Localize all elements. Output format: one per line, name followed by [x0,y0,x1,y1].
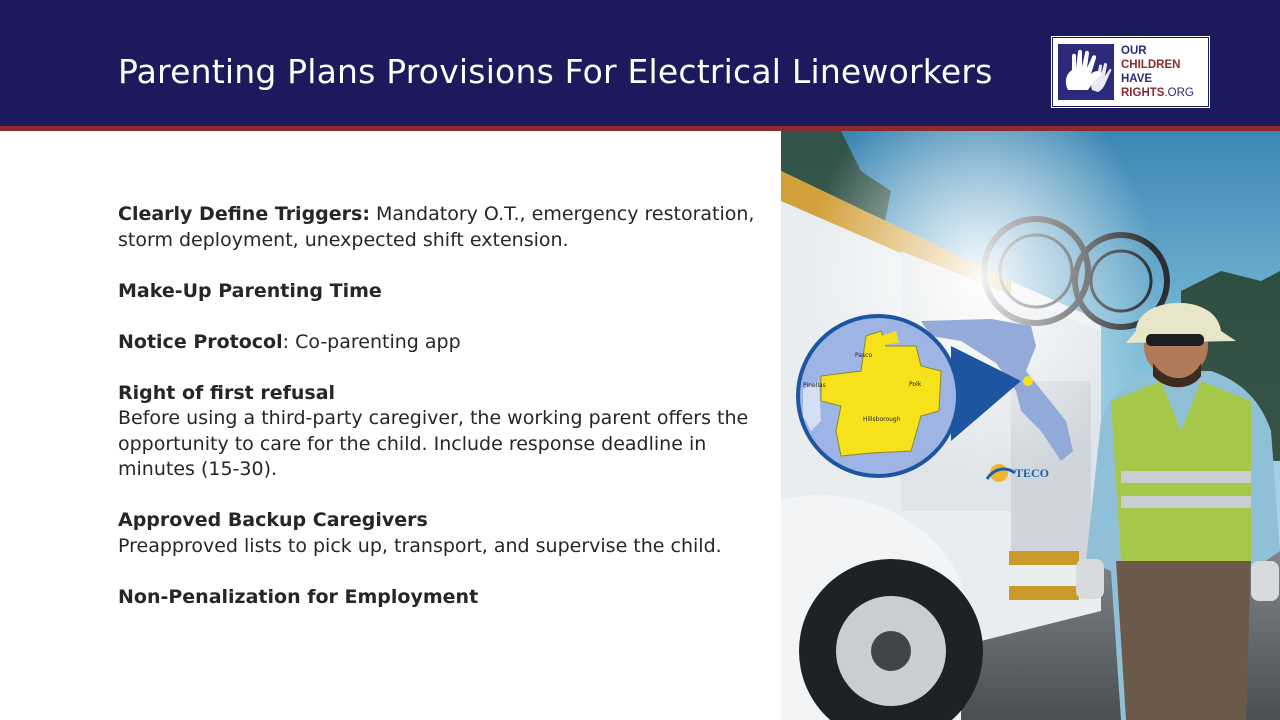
provision-make-up-time: Make-Up Parenting Time [118,279,382,302]
provision-notice-protocol: Notice Protocol: Co-parenting app [118,330,461,353]
county-map-callout[interactable] [798,316,958,476]
svg-text:Pinellas: Pinellas [803,382,826,389]
provision-first-refusal: Right of first refusal Before using a third-party caregiver, the working parent offers the opportunity to care for the child. Include response deadline in minutes (15-30). [118,381,749,480]
photo-illustration [781,131,1280,720]
provision-triggers: Clearly Define Triggers: Mandatory O.T., emergency restoration, storm deployment, unexpected shift extension. [118,203,755,251]
svg-text:TECO: TECO [1015,466,1050,480]
teco-truck-logo [987,464,1049,482]
svg-text:Hillsborough: Hillsborough [863,416,901,423]
provision-non-penalization: Non-Penalization for Employment [118,585,479,608]
svg-text:Pasco: Pasco [855,352,873,359]
logo[interactable] [1052,37,1209,107]
provisions-list [118,202,758,636]
provision-backup-caregivers: Approved Backup Caregivers Preapproved lists to pick up, transport, and supervise the child. [118,509,722,557]
logo-text: OUR CHILDREN HAVE RIGHTS.ORG [1121,45,1194,99]
lineworker-photo [781,131,1280,720]
svg-text:Polk: Polk [909,381,922,388]
slide-title: Parenting Plans Provisions For Electrical Lineworkers [118,52,993,91]
hand-icon [1058,44,1114,100]
